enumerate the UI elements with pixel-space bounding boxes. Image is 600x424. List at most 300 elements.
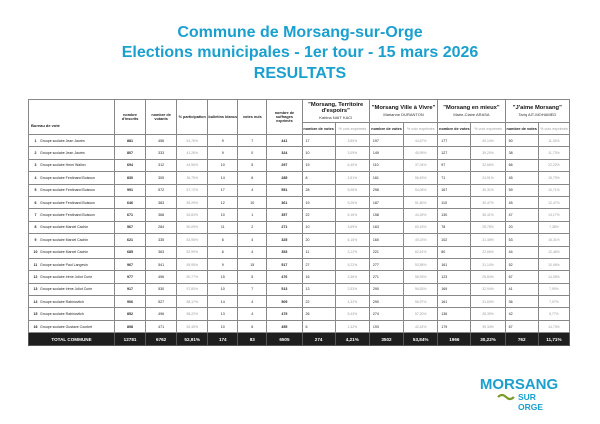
morsang-logo <box>470 373 568 417</box>
list-percent-cell: 6,40% <box>335 159 369 171</box>
nuls-cell: 6 <box>238 320 267 332</box>
list-percent-cell: 39,34% <box>471 320 505 332</box>
list-votes-cell: 22 <box>302 209 335 221</box>
participation-cell: 57,72% <box>177 184 208 196</box>
nuls-cell: 5 <box>238 271 267 283</box>
inscrits-cell: 881 <box>115 135 146 147</box>
table-row <box>29 172 570 184</box>
list-percent-cell: 2,81% <box>335 172 369 184</box>
list-votes-cell: 36 <box>505 296 538 308</box>
list-percent-cell: 51,80% <box>404 196 438 208</box>
list-votes-cell: 20 <box>302 234 335 246</box>
exprimes-cell: 285 <box>267 172 302 184</box>
total-list-percent: 11,71% <box>538 333 569 346</box>
list-percent-cell: 15,79% <box>538 172 569 184</box>
list-votes-cell: 160 <box>369 234 403 246</box>
table-row <box>29 320 570 332</box>
list-votes-cell: 110 <box>438 196 471 208</box>
list-votes-cell: 161 <box>438 258 471 270</box>
list-percent-cell: 30,31% <box>471 184 505 196</box>
bureau-number: 2 <box>34 151 37 156</box>
list-votes-cell: 179 <box>438 320 471 332</box>
list-votes-cell: 10 <box>302 147 335 159</box>
bureau-cell <box>29 221 115 233</box>
bureau-name: Groupe scolaire Rabinovitch <box>40 299 84 304</box>
list-votes-cell: 298 <box>369 184 403 196</box>
bureau-cell <box>29 196 115 208</box>
nuls-cell: 7 <box>238 135 267 147</box>
logo-word: MORSANG <box>479 376 559 393</box>
subheader-percent: % voix exprimés <box>538 123 569 135</box>
blancs-cell: 11 <box>208 221 238 233</box>
list-percent-cell: 37,04% <box>404 159 438 171</box>
list-votes-cell: 50 <box>505 135 538 147</box>
total-label: TOTAL COMMUNE <box>29 333 115 346</box>
list-percent-cell: 24,91% <box>471 172 505 184</box>
list-percent-cell: 28,78% <box>471 221 505 233</box>
blancs-cell: 10 <box>208 320 238 332</box>
list-votes-cell: 161 <box>369 172 403 184</box>
participation-cell: 59,29% <box>177 196 208 208</box>
list-percent-cell: 56,53% <box>404 283 438 295</box>
list-percent-cell: 56,97% <box>404 296 438 308</box>
list-votes-cell: 59 <box>505 184 538 196</box>
exprimes-cell: 361 <box>267 196 302 208</box>
list-votes-cell: 149 <box>369 147 403 159</box>
list-votes-cell: 197 <box>369 135 403 147</box>
bureau-cell <box>29 246 115 258</box>
exprimes-cell: 479 <box>267 308 302 320</box>
blancs-cell: 9 <box>208 135 238 147</box>
bureau-name: Groupe scolaire Marcel Cachin <box>40 237 89 242</box>
bureau-number: 13 <box>33 287 38 292</box>
table-row <box>29 221 570 233</box>
list-percent-cell: 6,16% <box>335 209 369 221</box>
bureau-cell <box>29 283 115 295</box>
list-percent-cell: 62,61% <box>404 246 438 258</box>
votants-cell: 496 <box>146 271 177 283</box>
inscrits-cell: 567 <box>115 221 146 233</box>
bureau-cell <box>29 172 115 184</box>
bureau-name: Groupe scolaire Paul Langevin <box>40 262 88 267</box>
subheader-votes: nombre de votes <box>369 123 403 135</box>
blancs-cell: 10 <box>208 159 238 171</box>
list-percent-cell: 8,77% <box>538 308 569 320</box>
bureau-name: Groupe scolaire Gustave Courbet <box>40 324 93 329</box>
list-percent-cell: 54,08% <box>404 184 438 196</box>
logo-wave-icon <box>498 395 514 399</box>
bureau-name: Groupe scolaire Irène Joliot Curie <box>40 287 93 292</box>
list-percent-cell: 60,15% <box>404 221 438 233</box>
exprimes-cell: 517 <box>267 258 302 270</box>
votants-cell: 305 <box>146 172 177 184</box>
votants-cell: 541 <box>146 258 177 270</box>
exprimes-cell: 455 <box>267 320 302 332</box>
votants-cell: 335 <box>146 234 177 246</box>
list-percent-cell: 32,94% <box>471 283 505 295</box>
list-name: "J'aime Morsang" <box>512 105 562 111</box>
list-name: "Morsang Ville à Vivre" <box>371 105 436 111</box>
bureau-cell <box>29 296 115 308</box>
list-votes-cell: 45 <box>505 172 538 184</box>
list-header-4 <box>505 100 569 123</box>
participation-cell: 52,45% <box>177 320 208 332</box>
list-votes-cell: 22 <box>302 296 335 308</box>
list-percent-cell: 7,38% <box>538 221 569 233</box>
exprimes-cell: 297 <box>267 159 302 171</box>
list-percent-cell: 30,47% <box>471 196 505 208</box>
inscrits-cell: 694 <box>115 159 146 171</box>
total-nuls: 83 <box>238 333 267 346</box>
participation-cell: 58,22% <box>177 308 208 320</box>
nuls-cell: 4 <box>238 296 267 308</box>
total-list-percent: 53,84% <box>404 333 438 346</box>
inscrits-cell: 671 <box>115 209 146 221</box>
list-percent-cell: 7,99% <box>538 283 569 295</box>
bureau-number: 12 <box>33 274 38 279</box>
header-blancs: bulletins blancs <box>208 100 238 135</box>
list-votes-cell: 290 <box>369 283 403 295</box>
blancs-cell: 9 <box>208 147 238 159</box>
inscrits-cell: 967 <box>115 258 146 270</box>
bureau-cell <box>29 320 115 332</box>
list-percent-cell: 5,26% <box>335 196 369 208</box>
bureau-number: 14 <box>33 299 38 304</box>
participation-cell: 58,17% <box>177 296 208 308</box>
table-row <box>29 147 570 159</box>
exprimes-cell: 509 <box>267 296 302 308</box>
header-inscrits: nombre d'inscrits <box>115 100 146 135</box>
blancs-cell: 10 <box>208 283 238 295</box>
votants-cell: 527 <box>146 296 177 308</box>
list-percent-cell: 3,69% <box>335 221 369 233</box>
list-votes-cell: 52 <box>505 258 538 270</box>
list-percent-cell: 10,71% <box>538 184 569 196</box>
participation-cell: 41,26% <box>177 147 208 159</box>
subheader-votes: nombre de votes <box>505 123 538 135</box>
bureau-cell <box>29 234 115 246</box>
list-percent-cell: 56,93% <box>404 271 438 283</box>
participation-cell: 52,99% <box>177 246 208 258</box>
participation-cell: 51,76% <box>177 135 208 147</box>
bureau-cell <box>29 159 115 171</box>
bureau-number: 3 <box>34 163 37 168</box>
logo-sub2: ORGE <box>518 402 544 412</box>
table-row <box>29 296 570 308</box>
list-percent-cell: 45,99% <box>404 147 438 159</box>
bureau-name: Groupe scolaire Irène Joliot Curie <box>40 274 93 279</box>
bureau-cell <box>29 147 115 159</box>
list-percent-cell: 42,42% <box>404 320 438 332</box>
bureau-number: 7 <box>34 213 37 218</box>
exprimes-cell: 476 <box>267 271 302 283</box>
total-list-votes: 3502 <box>369 333 403 346</box>
title-election: Elections municipales - 1er tour - 15 mars 2026 <box>121 44 479 61</box>
list-votes-cell: 28 <box>302 184 335 196</box>
list-percent-cell: 3,12% <box>335 246 369 258</box>
inscrits-cell: 852 <box>115 308 146 320</box>
bureau-name: Groupe scolaire Ferdinand Buisson <box>40 213 95 218</box>
list-percent-cell: 56,49% <box>404 172 438 184</box>
list-votes-cell: 45 <box>505 196 538 208</box>
bureau-name: Groupe scolaire Rabinovitch <box>40 312 84 317</box>
bureau-name: Groupe scolaire Marcel Cachin <box>40 250 89 255</box>
bureau-number: 16 <box>33 324 38 329</box>
table-row <box>29 209 570 221</box>
inscrits-cell: 898 <box>115 320 146 332</box>
list-candidate: Tariq AIT-MOHAMED <box>518 112 557 117</box>
list-percent-cell: 3,36% <box>335 271 369 283</box>
bureau-cell <box>29 308 115 320</box>
inscrits-cell: 991 <box>115 184 146 196</box>
blancs-cell: 17 <box>208 184 238 196</box>
subheader-percent: % voix exprimés <box>471 123 505 135</box>
list-votes-cell: 177 <box>438 135 471 147</box>
participation-cell: 55,95% <box>177 258 208 270</box>
total-list-percent: 4,21% <box>335 333 369 346</box>
total-list-votes: 274 <box>302 333 335 346</box>
table-row <box>29 283 570 295</box>
participation-cell: 53,95% <box>177 234 208 246</box>
nuls-cell: 0 <box>238 147 267 159</box>
total-exprimes: 6505 <box>267 333 302 346</box>
list-votes-cell: 136 <box>438 308 471 320</box>
votants-cell: 312 <box>146 159 177 171</box>
list-percent-cell: 14,08% <box>538 271 569 283</box>
total-list-votes: 1966 <box>438 333 471 346</box>
blancs-cell: 10 <box>208 209 238 221</box>
nuls-cell: 2 <box>238 221 267 233</box>
list-votes-cell: 19 <box>302 196 335 208</box>
list-votes-cell: 271 <box>369 271 403 283</box>
blancs-cell: 6 <box>208 234 238 246</box>
list-percent-cell: 40,14% <box>471 135 505 147</box>
exprimes-cell: 551 <box>267 184 302 196</box>
nuls-cell: 5 <box>238 159 267 171</box>
participation-cell: 50,09% <box>177 221 208 233</box>
list-percent-cell: 5,08% <box>335 184 369 196</box>
votants-cell: 471 <box>146 320 177 332</box>
votants-cell: 363 <box>146 246 177 258</box>
list-votes-cell: 66 <box>505 159 538 171</box>
exprimes-cell: 324 <box>267 147 302 159</box>
list-votes-cell: 13 <box>302 283 335 295</box>
bureau-name: Groupe scolaire Marcel Cachin <box>40 225 89 230</box>
exprimes-cell: 441 <box>267 135 302 147</box>
nuls-cell: 10 <box>238 196 267 208</box>
bureau-number: 9 <box>34 237 37 242</box>
bureau-name: Groupe scolaire Jean Jaurès <box>40 151 85 156</box>
list-votes-cell: 41 <box>505 283 538 295</box>
list-candidate: Marianne DURANTON <box>383 112 424 117</box>
votants-cell: 572 <box>146 184 177 196</box>
list-votes-cell: 17 <box>302 135 335 147</box>
bureau-number: 10 <box>33 250 38 255</box>
exprimes-cell: 353 <box>267 246 302 258</box>
table-row <box>29 308 570 320</box>
header-votants: nombre de votants <box>146 100 177 135</box>
list-votes-cell: 102 <box>438 234 471 246</box>
list-votes-cell: 20 <box>505 221 538 233</box>
table-row <box>29 135 570 147</box>
exprimes-cell: 271 <box>267 221 302 233</box>
list-votes-cell: 8 <box>302 172 335 184</box>
table-row <box>29 196 570 208</box>
nuls-cell: 1 <box>238 209 267 221</box>
bureau-name: Groupe scolaire Jean Jaurès <box>40 138 85 143</box>
list-votes-cell: 26 <box>302 308 335 320</box>
blancs-cell: 6 <box>208 246 238 258</box>
bureau-number: 8 <box>34 225 37 230</box>
bureau-name: Groupe scolaire Henri Wallon <box>40 163 86 168</box>
header-exprimes: nombre de suffrages exprimés <box>267 100 302 135</box>
list-votes-cell: 163 <box>369 221 403 233</box>
bureau-number: 4 <box>34 175 37 180</box>
list-percent-cell: 12,46% <box>538 246 569 258</box>
list-votes-cell: 11 <box>302 246 335 258</box>
nuls-cell: 4 <box>238 184 267 196</box>
list-votes-cell: 67 <box>505 320 538 332</box>
votants-cell: 530 <box>146 283 177 295</box>
exprimes-cell: 513 <box>267 283 302 295</box>
table-row <box>29 246 570 258</box>
list-percent-cell: 57,20% <box>404 308 438 320</box>
blancs-cell: 15 <box>208 271 238 283</box>
list-votes-cell: 47 <box>505 209 538 221</box>
list-percent-cell: 44,26% <box>404 209 438 221</box>
list-votes-cell: 290 <box>369 296 403 308</box>
exprimes-cell: 357 <box>267 209 302 221</box>
list-votes-cell: 167 <box>438 184 471 196</box>
total-list-votes: 762 <box>505 333 538 346</box>
list-candidate: Marie-Claire ARASA <box>453 112 490 117</box>
results-table <box>28 99 570 346</box>
exprimes-cell: 325 <box>267 234 302 246</box>
bureau-cell <box>29 258 115 270</box>
list-name: "Morsang, Territoire d'espoirs" <box>308 102 364 114</box>
list-votes-cell: 97 <box>438 159 471 171</box>
participation-cell: 50,77% <box>177 271 208 283</box>
list-percent-cell: 22,22% <box>538 159 569 171</box>
table-row <box>29 258 570 270</box>
list-votes-cell: 44 <box>505 246 538 258</box>
list-percent-cell: 31,63% <box>471 296 505 308</box>
nuls-cell: 6 <box>238 172 267 184</box>
header-nuls: votes nuls <box>238 100 267 135</box>
list-percent-cell: 36,41% <box>471 209 505 221</box>
participation-cell: 57,80% <box>177 283 208 295</box>
list-candidate: Kahina NAIT KACI <box>319 115 353 120</box>
inscrits-cell: 830 <box>115 172 146 184</box>
table-row <box>29 234 570 246</box>
list-percent-cell: 5,22% <box>335 258 369 270</box>
nuls-cell: 4 <box>238 234 267 246</box>
inscrits-cell: 906 <box>115 296 146 308</box>
header-bureau: Bureau de vote <box>29 100 115 135</box>
list-percent-cell: 16,31% <box>538 234 569 246</box>
list-percent-cell: 28,39% <box>471 308 505 320</box>
bureau-name: Groupe scolaire Ferdinand Buisson <box>40 188 95 193</box>
list-votes-cell: 169 <box>438 283 471 295</box>
list-header-3 <box>438 100 505 123</box>
list-votes-cell: 16 <box>302 271 335 283</box>
total-participation: 52,91% <box>177 333 208 346</box>
participation-cell: 36,75% <box>177 172 208 184</box>
list-percent-cell: 13,17% <box>538 209 569 221</box>
list-votes-cell: 274 <box>369 308 403 320</box>
table-row <box>29 184 570 196</box>
list-votes-cell: 161 <box>438 296 471 308</box>
list-header-1 <box>302 100 369 123</box>
list-votes-cell: 27 <box>302 258 335 270</box>
bureau-number: 15 <box>33 312 38 317</box>
votants-cell: 456 <box>146 135 177 147</box>
list-name: "Morsang en mieux" <box>443 105 500 111</box>
bureau-name: Groupe scolaire Ferdinand Buisson <box>40 175 95 180</box>
inscrits-cell: 621 <box>115 234 146 246</box>
list-votes-cell: 19 <box>302 159 335 171</box>
bureau-name: Groupe scolaire Ferdinand Buisson <box>40 200 95 205</box>
bureau-cell <box>29 135 115 147</box>
subheader-votes: nombre de votes <box>438 123 471 135</box>
list-votes-cell: 123 <box>438 271 471 283</box>
inscrits-cell: 685 <box>115 246 146 258</box>
list-percent-cell: 4,32% <box>335 296 369 308</box>
bureau-number: 1 <box>34 138 37 143</box>
bureau-cell <box>29 184 115 196</box>
list-percent-cell: 6,15% <box>335 234 369 246</box>
list-percent-cell: 44,67% <box>404 135 438 147</box>
blancs-cell: 12 <box>208 196 238 208</box>
list-percent-cell: 10,06% <box>538 258 569 270</box>
table-row <box>29 271 570 283</box>
list-votes-cell: 80 <box>438 246 471 258</box>
list-percent-cell: 31,14% <box>471 258 505 270</box>
list-percent-cell: 3,85% <box>335 135 369 147</box>
title-commune: Commune de Morsang-sur-Orge <box>177 24 423 41</box>
blancs-cell: 9 <box>208 258 238 270</box>
list-percent-cell: 5,43% <box>335 308 369 320</box>
votants-cell: 368 <box>146 209 177 221</box>
votants-cell: 496 <box>146 308 177 320</box>
list-percent-cell: 3,09% <box>335 147 369 159</box>
participation-cell: 54,84% <box>177 209 208 221</box>
inscrits-cell: 977 <box>115 271 146 283</box>
list-votes-cell: 110 <box>369 159 403 171</box>
blancs-cell: 14 <box>208 172 238 184</box>
list-percent-cell: 53,58% <box>404 258 438 270</box>
list-votes-cell: 71 <box>438 172 471 184</box>
list-votes-cell: 10 <box>302 221 335 233</box>
bureau-number: 6 <box>34 200 37 205</box>
list-votes-cell: 127 <box>438 147 471 159</box>
inscrits-cell: 917 <box>115 283 146 295</box>
list-percent-cell: 12,47% <box>538 196 569 208</box>
inscrits-cell: 807 <box>115 147 146 159</box>
inscrits-cell: 646 <box>115 196 146 208</box>
nuls-cell: 15 <box>238 258 267 270</box>
votants-cell: 284 <box>146 221 177 233</box>
subheader-percent: % voix exprimés <box>335 123 369 135</box>
list-percent-cell: 39,20% <box>471 147 505 159</box>
list-votes-cell: 187 <box>369 196 403 208</box>
list-votes-cell: 277 <box>369 258 403 270</box>
list-votes-cell: 42 <box>505 308 538 320</box>
table-row <box>29 159 570 171</box>
total-row <box>29 333 570 346</box>
list-percent-cell: 49,23% <box>404 234 438 246</box>
title-results: RESULTATS <box>253 65 347 82</box>
